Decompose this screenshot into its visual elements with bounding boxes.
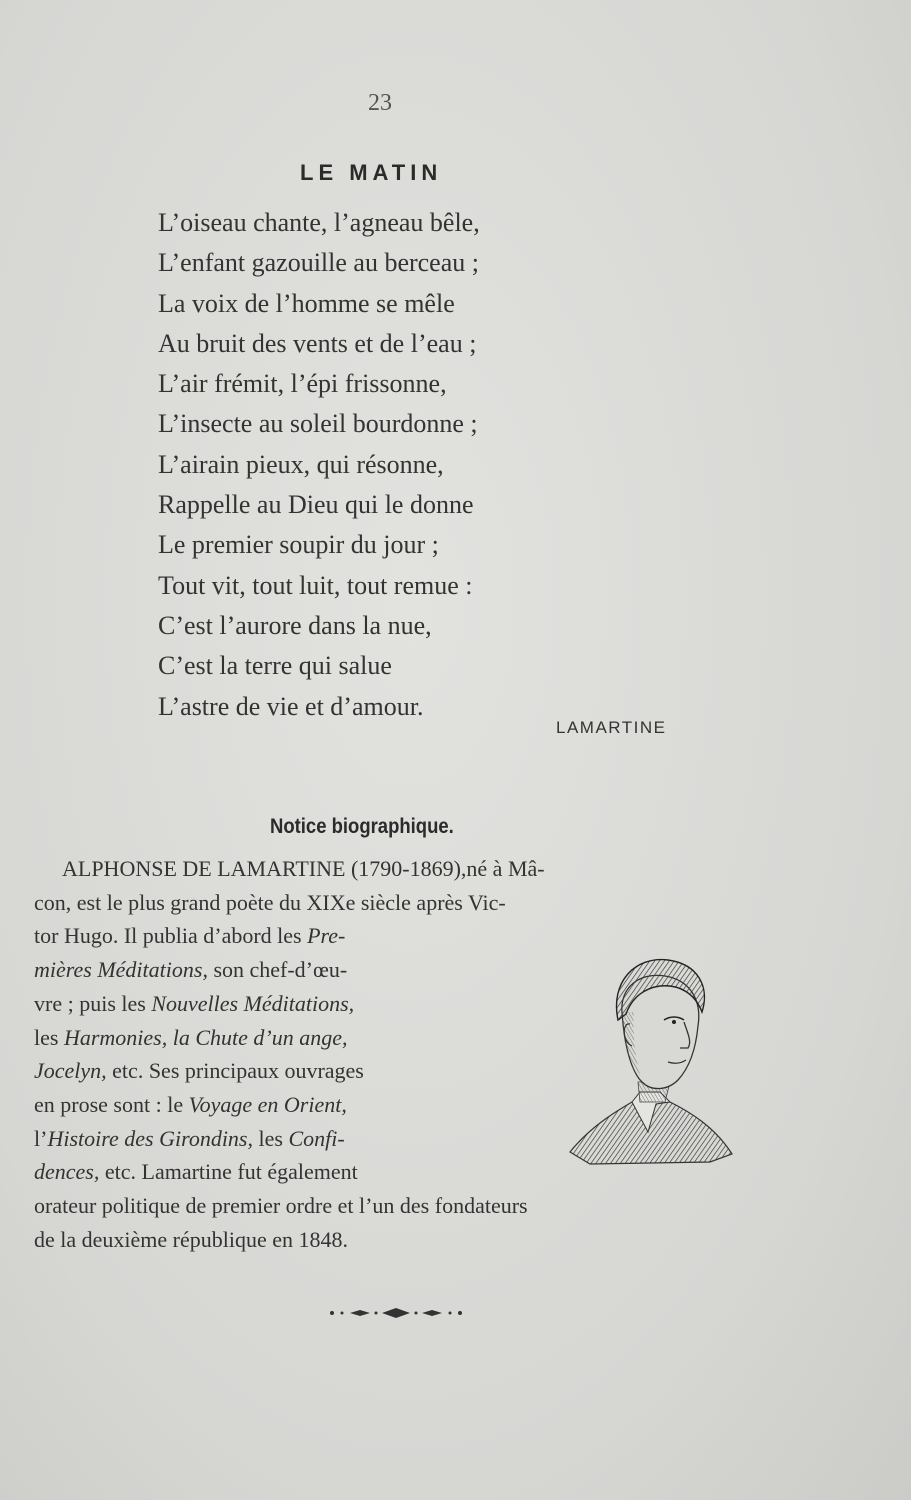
work-title: Jocelyn, — [34, 1058, 107, 1084]
poem-line: C’est la terre qui salue — [158, 651, 392, 681]
poem-line: L’enfant gazouille au berceau ; — [158, 248, 479, 278]
work-title: Histoire des Girondins, — [47, 1125, 253, 1151]
poem-title: LE MATIN — [300, 160, 443, 185]
page-number: 23 — [368, 90, 392, 116]
poem-line: L’insecte au soleil bourdonne ; — [158, 409, 478, 439]
poem-line: C’est l’aurore dans la nue, — [158, 610, 432, 640]
work-title: Confi- — [288, 1125, 345, 1151]
bio-text: l’ — [34, 1125, 48, 1151]
work-title: Nouvelles Méditations, — [151, 990, 355, 1016]
poem-line: Le premier soupir du jour ; — [158, 530, 439, 560]
bio-line: con, est le plus grand poète du XIXe siècle après Vic- — [34, 889, 506, 915]
poem-line: Au bruit des vents et de l’eau ; — [158, 328, 477, 358]
poem-stanza — [158, 203, 480, 727]
poem-author: LAMARTINE — [556, 718, 667, 737]
work-title: Voyage en Orient, — [188, 1091, 347, 1117]
lamartine-portrait — [560, 942, 740, 1167]
work-title: dences, — [34, 1159, 100, 1185]
poem-line: La voix de l’homme se mêle — [158, 288, 455, 318]
bio-text: vre ; puis les — [34, 990, 152, 1016]
poem-line: Tout vit, tout luit, tout remue : — [158, 570, 473, 600]
notice-title: Notice biographique. — [270, 815, 454, 838]
poem-line: L’oiseau chante, l’agneau bêle, — [158, 208, 480, 237]
work-title: Pre- — [307, 923, 346, 949]
poem-line: L’airain pieux, qui résonne, — [158, 449, 444, 479]
poem-line: Rappelle au Dieu qui le donne — [158, 490, 474, 520]
bio-text: les — [34, 1024, 64, 1050]
poem-line: L’air frémit, l’épi frissonne, — [158, 369, 447, 399]
work-title: mières Méditations, — [34, 957, 208, 983]
bio-text: en prose sont : le — [34, 1091, 189, 1117]
ornament-divider — [326, 1303, 466, 1323]
bio-line: ALPHONSE DE LAMARTINE (1790-1869),né à Mâ- — [62, 856, 545, 881]
bio-text: tor Hugo. Il publia d’abord les — [34, 923, 308, 949]
poem-line: L’astre de vie et d’amour. — [158, 691, 424, 721]
bio-text: etc. Lamartine fut également — [99, 1159, 358, 1185]
bio-text: son chef-d’œu- — [207, 957, 348, 983]
bio-text: etc. Ses principaux ouvrages — [106, 1058, 364, 1084]
bio-line: orateur politique de premier ordre et l’un des fondateurs — [34, 1193, 528, 1219]
work-title: Harmonies, la Chute d’un ange, — [63, 1024, 348, 1050]
bio-text: les — [253, 1125, 289, 1151]
bio-line: de la deuxième république en 1848. — [34, 1226, 349, 1252]
